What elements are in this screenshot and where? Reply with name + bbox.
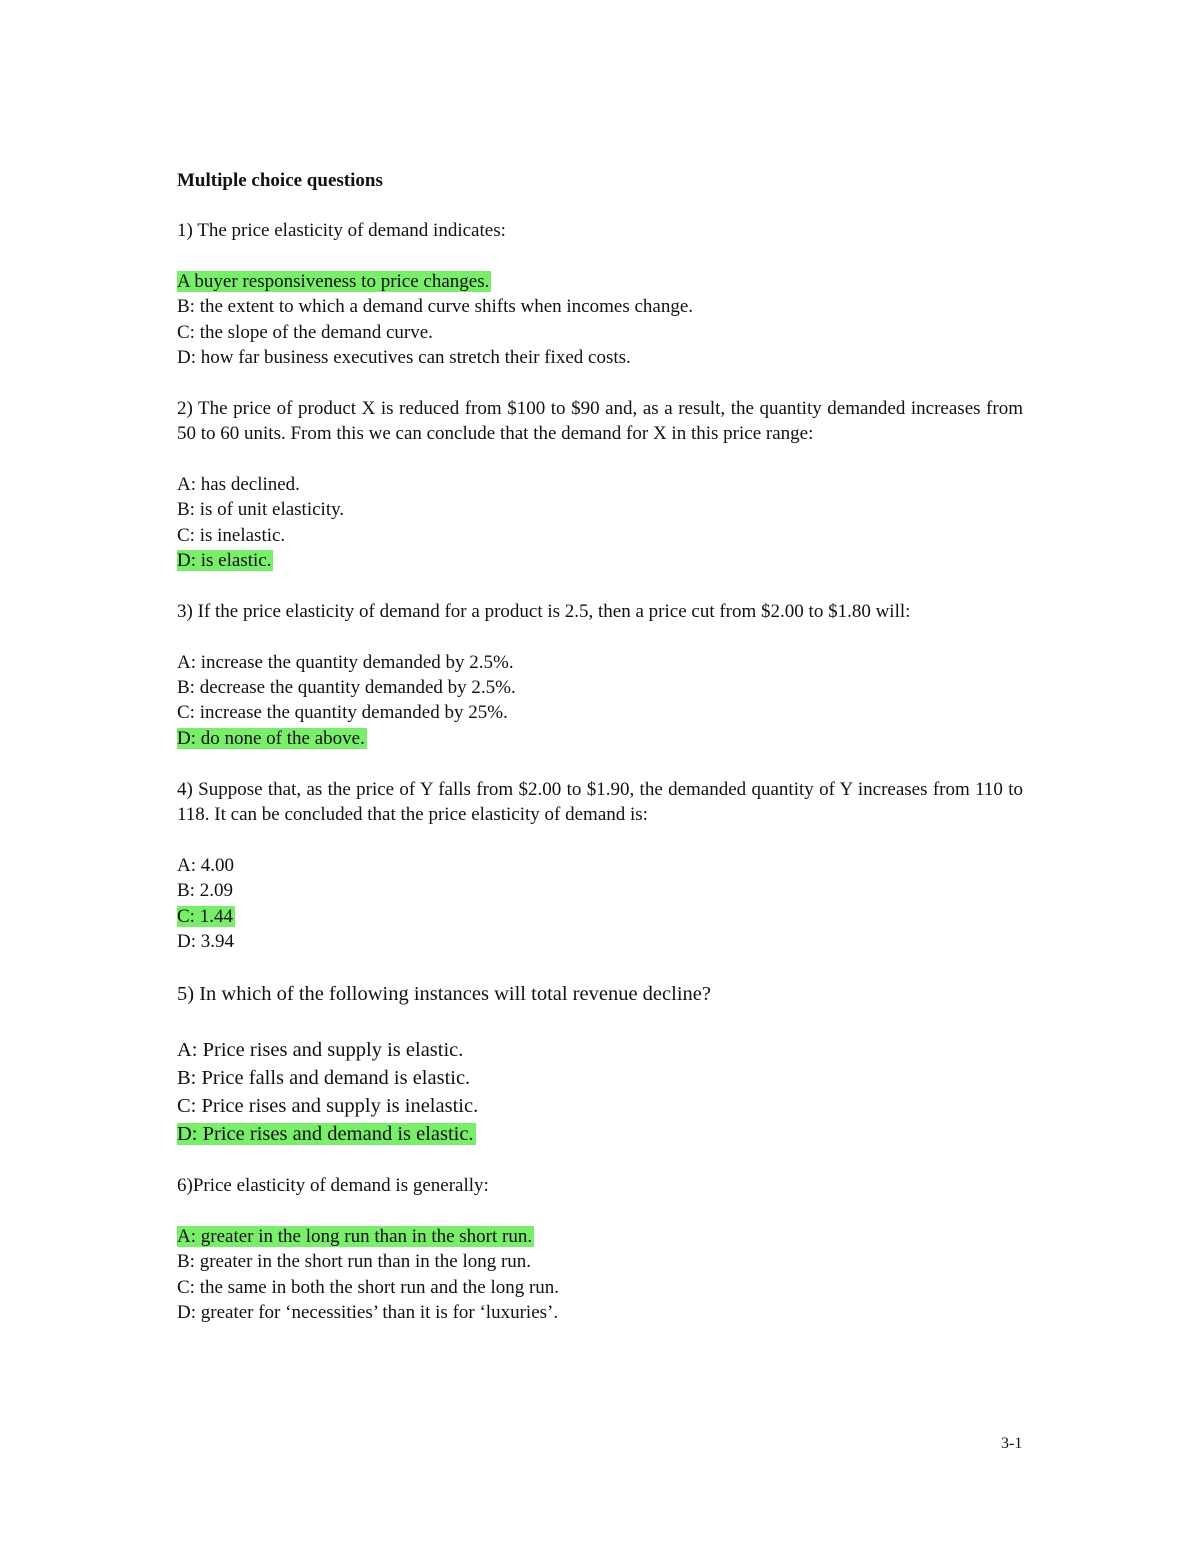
option: C: is inelastic. bbox=[177, 524, 286, 546]
option: B: Price falls and demand is elastic. bbox=[177, 1066, 471, 1089]
option: C: increase the quantity demanded by 25%. bbox=[177, 702, 508, 724]
option: B: 2.09 bbox=[177, 880, 233, 902]
option: A: increase the quantity demanded by 2.5%. bbox=[177, 651, 514, 673]
question-4 bbox=[177, 777, 1023, 955]
document-content bbox=[177, 168, 1023, 1326]
option: B: the extent to which a demand curve shifts when incomes change. bbox=[177, 296, 694, 318]
page-number: 3-1 bbox=[1001, 1435, 1023, 1452]
option: A: Price rises and supply is elastic. bbox=[177, 1038, 464, 1061]
option: B: is of unit elasticity. bbox=[177, 499, 345, 521]
question-1 bbox=[177, 218, 1023, 370]
highlighted-answer: D: do none of the above. bbox=[177, 727, 365, 749]
option: C: Price rises and supply is inelastic. bbox=[177, 1094, 479, 1117]
question-5 bbox=[177, 980, 1023, 1148]
highlighted-answer: C: 1.44 bbox=[177, 905, 233, 927]
question-2 bbox=[177, 396, 1023, 574]
question-text: 6)Price elasticity of demand is generally: bbox=[177, 1175, 489, 1197]
option: C: the same in both the short run and the long run. bbox=[177, 1276, 560, 1298]
option: C: the slope of the demand curve. bbox=[177, 321, 433, 343]
highlighted-answer: D: is elastic. bbox=[177, 550, 272, 572]
highlighted-answer: D: Price rises and demand is elastic. bbox=[177, 1122, 474, 1145]
question-text: 2) The price of product X is reduced from $100 to $90 and, as a result, the quantity demanded increases from 50 to 60 units. From this we can conclude that the demand for X in this price range: bbox=[177, 397, 1023, 445]
question-text: 5) In which of the following instances will total revenue decline? bbox=[177, 982, 711, 1005]
option: D: greater for ‘necessities’ than it is for ‘luxuries’. bbox=[177, 1302, 559, 1324]
question-text: 1) The price elasticity of demand indicates: bbox=[177, 220, 506, 241]
option: D: how far business executives can stretch their fixed costs. bbox=[177, 346, 631, 368]
question-6 bbox=[177, 1173, 1023, 1325]
option: B: greater in the short run than in the long run. bbox=[177, 1251, 532, 1273]
question-text: 3) If the price elasticity of demand for a product is 2.5, then a price cut from $2.00 to $1.80 will: bbox=[177, 600, 911, 622]
highlighted-answer: A: greater in the long run than in the short run. bbox=[177, 1226, 533, 1247]
highlighted-answer: A buyer responsiveness to price changes. bbox=[177, 270, 490, 292]
option: A: has declined. bbox=[177, 473, 300, 495]
question-text: 4) Suppose that, as the price of Y falls from $2.00 to $1.90, the demanded quantity of Y increases from 110 to 118. It can be concluded that the price elasticity of demand is: bbox=[177, 778, 1023, 826]
page-title: Multiple choice questions bbox=[177, 170, 383, 191]
option: B: decrease the quantity demanded by 2.5%. bbox=[177, 677, 516, 699]
question-3 bbox=[177, 599, 1023, 751]
option: A: 4.00 bbox=[177, 854, 234, 876]
option: D: 3.94 bbox=[177, 931, 234, 953]
